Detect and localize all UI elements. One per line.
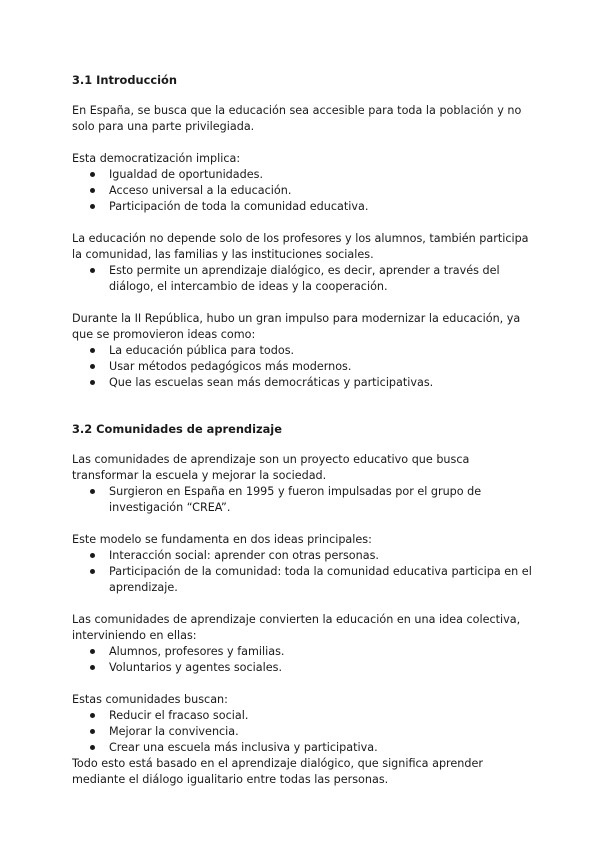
list-item-text: Mejorar la convivencia. bbox=[109, 725, 239, 738]
list-item bbox=[72, 548, 532, 564]
list-item-text: Que las escuelas sean más democráticas y participativas. bbox=[109, 376, 434, 389]
list-item bbox=[72, 660, 532, 676]
list-item-text: Surgieron en España en 1995 y fueron impulsadas por el grupo de investigación “CREA”. bbox=[109, 485, 482, 514]
bullet-list bbox=[72, 263, 532, 295]
paragraph: Las comunidades de aprendizaje son un proyecto educativo que busca transformar la escuela y mejorar la sociedad. bbox=[72, 453, 470, 482]
list-item-text: Voluntarios y agentes sociales. bbox=[109, 661, 283, 674]
list-item-text: Crear una escuela más inclusiva y participativa. bbox=[109, 741, 378, 754]
paragraph: Estas comunidades buscan: bbox=[72, 693, 228, 706]
paragraph: Esta democratización implica: bbox=[72, 152, 241, 165]
paragraph: Este modelo se fundamenta en dos ideas principales: bbox=[72, 533, 372, 546]
bullet-icon bbox=[90, 380, 95, 385]
list-item bbox=[72, 263, 532, 295]
section-heading-introduccion: 3.1 Introducción bbox=[72, 73, 177, 87]
list-item bbox=[72, 199, 532, 215]
list-item bbox=[72, 359, 532, 375]
paragraph: En España, se busca que la educación sea accesible para toda la población y no solo para una parte privilegiada. bbox=[72, 104, 522, 133]
bullet-icon bbox=[90, 553, 95, 558]
bullet-list bbox=[72, 167, 532, 215]
document-content bbox=[72, 70, 532, 788]
bullet-icon bbox=[90, 745, 95, 750]
list-item-text: Alumnos, profesores y familias. bbox=[109, 645, 285, 658]
bullet-icon bbox=[90, 172, 95, 177]
paragraph: La educación no depende solo de los profesores y los alumnos, también participa la comunidad, las familias y las instituciones sociales. bbox=[72, 232, 529, 261]
bullet-icon bbox=[90, 204, 95, 209]
list-item-text: Usar métodos pedagógicos más modernos. bbox=[109, 360, 352, 373]
paragraph: Durante la II República, hubo un gran impulso para modernizar la educación, ya que se promovieron ideas como: bbox=[72, 312, 521, 341]
bullet-icon bbox=[90, 489, 95, 494]
bullet-list bbox=[72, 343, 532, 391]
bullet-list bbox=[72, 708, 532, 756]
bullet-icon bbox=[90, 649, 95, 654]
list-item bbox=[72, 343, 532, 359]
list-item-text: Participación de la comunidad: toda la comunidad educativa participa en el aprendizaje. bbox=[109, 565, 532, 594]
list-item bbox=[72, 708, 532, 724]
bullet-icon bbox=[90, 569, 95, 574]
bullet-icon bbox=[90, 364, 95, 369]
bullet-icon bbox=[90, 729, 95, 734]
list-item-text: Acceso universal a la educación. bbox=[109, 184, 292, 197]
section-heading-comunidades: 3.2 Comunidades de aprendizaje bbox=[72, 422, 282, 436]
list-item bbox=[72, 564, 532, 596]
bullet-list bbox=[72, 644, 532, 676]
bullet-icon bbox=[90, 268, 95, 273]
list-item bbox=[72, 724, 532, 740]
list-item bbox=[72, 183, 532, 199]
list-item-text: La educación pública para todos. bbox=[109, 344, 295, 357]
list-item bbox=[72, 375, 532, 391]
list-item-text: Reducir el fracaso social. bbox=[109, 709, 249, 722]
bullet-icon bbox=[90, 665, 95, 670]
list-item bbox=[72, 740, 532, 756]
bullet-icon bbox=[90, 348, 95, 353]
list-item-text: Igualdad de oportunidades. bbox=[109, 168, 264, 181]
bullet-list bbox=[72, 484, 532, 516]
bullet-icon bbox=[90, 713, 95, 718]
list-item bbox=[72, 167, 532, 183]
list-item bbox=[72, 644, 532, 660]
closing-paragraph: Todo esto está basado en el aprendizaje dialógico, que significa aprender mediante el diálogo igualitario entre todas las personas. bbox=[72, 757, 483, 786]
list-item-text: Esto permite un aprendizaje dialógico, es decir, aprender a través del diálogo, el intercambio de ideas y la cooperación. bbox=[109, 264, 500, 293]
list-item bbox=[72, 484, 532, 516]
paragraph: Las comunidades de aprendizaje convierten la educación en una idea colectiva, interviniendo en ellas: bbox=[72, 613, 521, 642]
bullet-list bbox=[72, 548, 532, 596]
bullet-icon bbox=[90, 188, 95, 193]
list-item-text: Interacción social: aprender con otras personas. bbox=[109, 549, 379, 562]
list-item-text: Participación de toda la comunidad educativa. bbox=[109, 200, 369, 213]
